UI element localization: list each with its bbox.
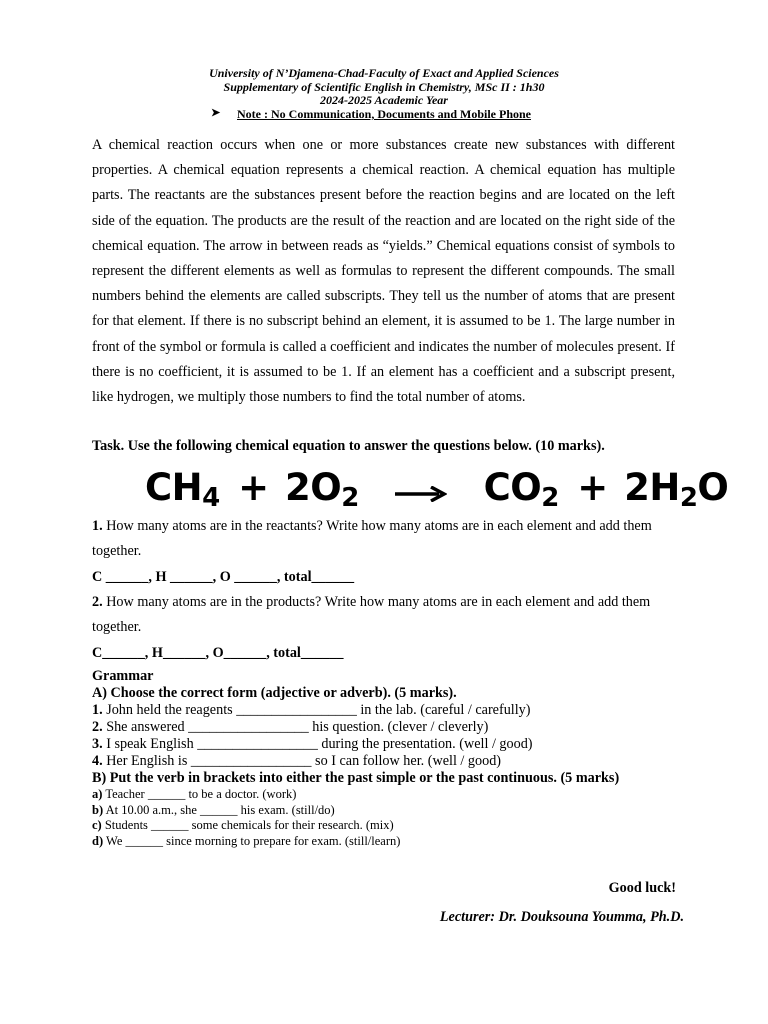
note-line — [0, 108, 768, 122]
reading-passage: A chemical reaction occurs when one or more substances create new substances with different properties. A chemical equation represents a chemical reaction. A chemical equation has multiple parts. The reactants are the substances present before the reaction begins and are located on the left side of the equation. The products are the result of the reaction and are located on the right side of the chemical equation. The arrow in between reads as “yields.” Chemical equations consist of symbols to represent the different elements as well as formulas to represent the different compounds. The small numbers behind the elements are called subscripts. They tell us the number of atoms that are present for that element. If there is no subscript behind an element, it is assumed to be 1. The large number in front of the symbol or formula is called a coefficient and indicates the number of molecules present. If there is no coefficient, it is assumed to be 1. If an element has a coefficient and a subscript present, like hydrogen, we multiply those numbers to find the total number of atoms. — [92, 137, 675, 406]
list-item: 1. John held the reagents _________________ in the lab. (careful / carefully) — [92, 702, 531, 718]
grammar-section-a: A) Choose the correct form (adjective or adverb). (5 marks). — [92, 685, 457, 701]
question-2: 2. How many atoms are in the products? Write how many atoms are in each element and add them together. — [92, 594, 651, 636]
grammar-section-b: B) Put the verb in brackets into either the past simple or the past continuous. (5 marks) — [92, 770, 620, 786]
university-line: University of N’Djamena-Chad-Faculty of Exact and Applied Sciences — [209, 66, 559, 80]
product-water: 2H2O — [624, 466, 729, 513]
chemical-equation — [145, 462, 729, 514]
course-line: Supplementary of Scientific English in Chemistry, MSc II : 1h30 — [223, 79, 545, 94]
note-text: Note : No Communication, Documents and Mobile Phone — [237, 106, 531, 121]
arrow-bullet-icon: ➤ — [211, 106, 221, 119]
product-carbon-dioxide: CO2 — [483, 466, 559, 513]
list-item: 3. I speak English _________________ during the presentation. (well / good) — [92, 736, 533, 752]
list-item: d) We ______ since morning to prepare for exam. (still/learn) — [92, 833, 401, 848]
good-luck: Good luck! — [608, 880, 676, 896]
reactant-oxygen: 2O2 — [285, 466, 359, 513]
list-item: c) Students ______ some chemicals for their research. (mix) — [92, 818, 394, 832]
reactant-methane: CH4 — [145, 466, 220, 513]
list-item: 4. Her English is _________________ so I can follow her. (well / good) — [92, 753, 502, 769]
question-1: 1. How many atoms are in the reactants? Write how many atoms are in each element and add them together. — [92, 518, 652, 560]
lecturer-signature: Lecturer: Dr. Douksouna Youmma, Ph.D. — [439, 909, 684, 925]
question-2-answer: C______, H______, O______, total______ — [92, 645, 344, 661]
grammar-title: Grammar — [92, 668, 154, 684]
yields-arrow-icon — [395, 464, 447, 516]
list-item: a) Teacher ______ to be a doctor. (work) — [92, 787, 297, 801]
question-1-answer: C ______, H ______, O ______, total______ — [92, 569, 355, 585]
exam-header — [0, 67, 768, 121]
grammar-section — [92, 668, 692, 849]
list-item: b) At 10.00 a.m., she ______ his exam. (still/do) — [92, 802, 335, 817]
plus-sign: + — [238, 466, 269, 509]
task-instruction: Task. Use the following chemical equation to answer the questions below. (10 marks). — [92, 438, 605, 454]
list-item: 2. She answered _________________ his question. (clever / cleverly) — [92, 719, 489, 735]
plus-sign: + — [577, 466, 608, 509]
academic-year-line: 2024-2025 Academic Year — [320, 93, 448, 108]
